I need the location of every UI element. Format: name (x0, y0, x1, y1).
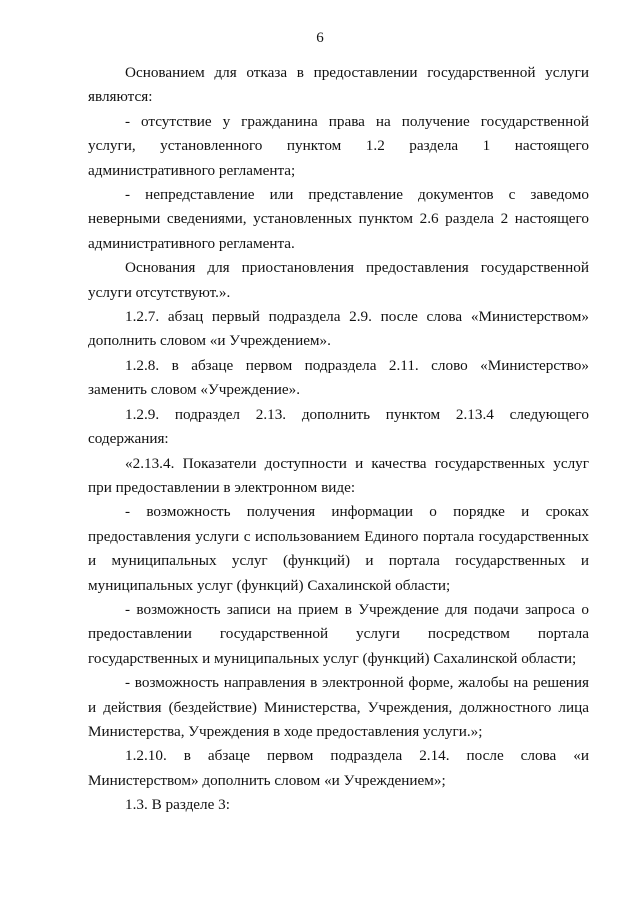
paragraph-1-2-8: 1.2.8. в абзаце первом подраздела 2.11. слово «Министерство» заменить словом «Учреждение». (88, 356, 589, 399)
paragraph-1-2-7: 1.2.7. абзац первый подраздела 2.9. после слова «Министерством» дополнить словом «и Учреждением». (88, 308, 589, 350)
paragraph-1-3: 1.3. В разделе 3: (125, 796, 230, 814)
paragraph-complaints: - возможность направления в электронной форме, жалобы на решения и действия (бездействие) Министерства, Учреждения, должностного лица Министерства, Учреждения в ходе предоставления услуги.»; (88, 674, 589, 740)
paragraph-1-2-9: 1.2.9. подраздел 2.13. дополнить пунктом 2.13.4 следующего содержания: (88, 405, 589, 448)
paragraph-info-access: - возможность получения информации о порядке и сроках предоставления услуги с использованием Единого портала государственных и муниципальных услуг (функций) и портала государственных и муниципальных услуг (функций) Сахалинской области; (88, 503, 589, 594)
page-number: 6 (316, 30, 324, 46)
paragraph-refusal-grounds: Основанием для отказа в предоставлении государственной услуги являются: (88, 64, 589, 106)
paragraph-invalid-documents: - непредставление или представление документов с заведомо неверными сведениями, установленных пунктом 2.6 раздела 2 настоящего административного регламента. (88, 186, 589, 252)
paragraph-suspension-grounds: Основания для приостановления предоставления государственной услуги отсутствуют.». (88, 259, 589, 301)
paragraph-2-13-4: «2.13.4. Показатели доступности и качества государственных услуг при предоставлении в электронном виде: (88, 454, 589, 496)
document-body (88, 61, 589, 818)
paragraph-appointment: - возможность записи на прием в Учреждение для подачи запроса о предоставлении государственной услуги посредством портала государственных и муниципальных услуг (функций) Сахалинской области; (88, 600, 589, 667)
paragraph-1-2-10: 1.2.10. в абзаце первом подраздела 2.14. после слова «и Министерством» дополнить словом «и Учреждением»; (88, 747, 589, 789)
paragraph-no-right: - отсутствие у гражданина права на получение государственной услуги, установленного пунктом 1.2 раздела 1 настоящего административного регламента; (88, 112, 589, 179)
